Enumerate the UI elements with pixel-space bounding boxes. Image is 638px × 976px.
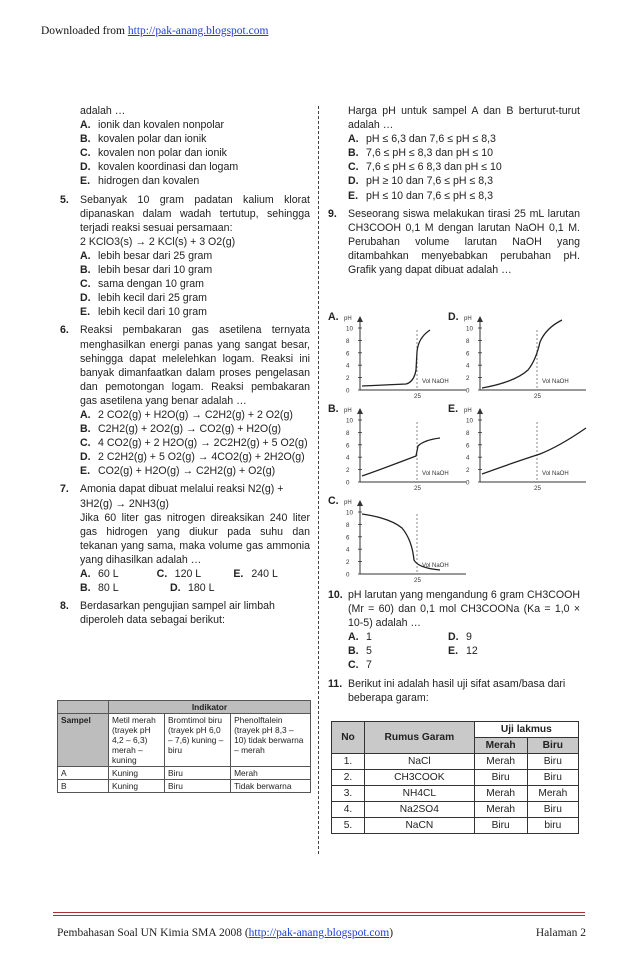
y-axis-arrow [357,316,363,322]
x-axis-label: Vol NaOH [422,471,449,477]
q7-option[interactable]: D. 180 L [170,582,215,595]
y-axis-label: pH [344,408,352,414]
page-number: Halaman 2 [535,927,586,939]
salt-test-table [331,721,579,834]
question-6: 6. Reaksi pembakaran gas asetilena ternyata menghasilkan energi panas yang sangat besar, sehingga dapat melelehkan logam. Reaksi ini banyak dimanfaatkan dalam proses pengelasan dan pemotongan logam. Reaksi pembakaran gas asetilena yang benar adalah … A. 2 CO2(g) + H2O(g) → C2H2(g) + 2 O2(g) B. C2H2(g) + 2O2(g) → CO2(g) + H2O(g) C. 4 CO2(g) + 2 H2O(g) → 2C2H2(g) + 5 O2(g) D. 2 C2H2(g) + 5 O2(g) → 4CO2(g) + 2H2O(g) E. CO2(g) + H2O(g) → C2H2(g) + O2(g) [60,324,310,478]
graph-option-label[interactable]: D. [448,311,459,323]
q7-option[interactable]: E. 240 L [233,568,278,580]
titration-graph [340,494,470,584]
x-tick-label: 25 [414,485,421,492]
q8-option[interactable]: B. 7,6 ≤ pH ≤ 8,3 dan pH ≤ 10 [348,147,493,160]
q8-option[interactable]: C. 7,6 ≤ pH ≤ 6 8,3 dan pH ≤ 10 [348,161,502,174]
q7-option[interactable]: C. 120 L [156,568,202,580]
q10-option[interactable]: A. 1 [348,631,372,644]
right-column [328,104,580,277]
y-tick-label: 4 [466,454,470,462]
q6-option[interactable]: A. 2 CO2(g) + H2O(g) → C2H2(g) + 2 O2(g) [80,408,293,421]
footer-left: Pembahasan Soal UN Kimia SMA 2008 (http://pak-anang.blogspot.com) [57,927,394,939]
y-tick-label: 4 [346,546,350,554]
table-header: Sampel [58,714,109,767]
y-axis-arrow [357,500,363,506]
q5-option[interactable]: B. lebih besar dari 10 gram [80,264,213,277]
q10-option[interactable]: E. 12 [448,645,478,658]
y-tick-label: 2 [466,375,470,383]
y-tick-label: 8 [346,337,350,345]
table-cell: Bromtimol biru (trayek pH 6,0 – 7,6) kuning – biru [165,714,231,767]
q10-option[interactable]: D. 9 [448,631,472,644]
table-header: Uji lakmus [474,722,578,738]
titration-graph [340,402,470,492]
question-9: 9. Seseorang siswa melakukan tirasi 25 mL larutan CH3COOH 0,1 M dengan larutan NaOH 0,1 M. Perubahan volume larutan NaOH yang ditambahkan menyebabkan perubahan pH. Grafik yang dapat dibuat adalah … [328,207,580,277]
question-11: 11. Berikut ini adalah hasil uji sifat asam/basa dari beberapa garam: [328,677,566,704]
footer-link[interactable]: http://pak-anang.blogspot.com [248,927,390,939]
question-10: 10. pH larutan yang mengandung 6 gram CH3COOH (Mr = 60) dan 0,1 mol CH3COONa (Ka = 1,0 × 10-5) adalah … A. 1 D. 9 B. 5 E. 12 C. 7 [328,589,580,672]
y-tick-label: 8 [466,429,470,437]
table-row: A Kuning Biru Merah [58,767,311,780]
table-cell: Phenolftalein (trayek pH 8,3 – 10) tidak berwarna – merah [231,714,311,767]
q8-option[interactable]: E. pH ≤ 10 dan 7,6 ≤ pH ≤ 8,3 [348,189,493,202]
table-header: Rumus Garam [365,722,475,754]
left-column [60,104,310,627]
q8-option[interactable]: A. pH ≤ 6,3 dan 7,6 ≤ pH ≤ 8,3 [348,133,496,146]
table-row: 1. NaCl Merah Biru [332,754,579,770]
y-tick-label: 0 [466,387,470,395]
y-tick-label: 6 [346,534,350,542]
header-link[interactable]: http://pak-anang.blogspot.com [127,25,269,37]
y-tick-label: 10 [346,509,353,517]
x-axis-label: Vol NaOH [422,379,449,385]
table-header: Merah [474,738,527,754]
q8-option[interactable]: D. pH ≥ 10 dan 7,6 ≤ pH ≤ 8,3 [348,175,493,188]
q7-option[interactable]: B. 80 L [80,582,119,595]
y-tick-label: 0 [346,571,350,579]
q10-option[interactable]: B. 5 [348,645,372,658]
page-header: Downloaded from http://pak-anang.blogspot.com [41,25,269,37]
y-axis-label: pH [464,316,472,322]
table-header [58,701,109,714]
x-tick-label: 25 [534,485,541,492]
table-row: 3. NH4CL Merah Merah [332,786,579,802]
y-tick-label: 6 [466,350,470,358]
table-row: B Kuning Biru Tidak berwarna [58,780,311,793]
footer-rule [53,915,585,916]
question-7: 7. Amonia dapat dibuat melalui reaksi N2(g) + 3H2(g) → 2NH3(g) Jika 60 liter gas nitrogen direaksikan 240 liter gas hidrogen yang diukur pada suhu dan tekanan yang sama, maka volume gas ammonia yang dihasilkan adalah … A. 60 L C. 120 L E. 240 L B. 80 L D. 180 L [60,483,310,595]
graph-option-label[interactable]: E. [448,403,459,415]
q6-option[interactable]: D. 2 C2H2(g) + 5 O2(g) → 4CO2(g) + 2H2O(g) [80,451,305,464]
y-tick-label: 4 [346,454,350,462]
y-tick-label: 2 [346,559,350,567]
q4-option[interactable]: E. hidrogen dan kovalen [80,175,200,188]
y-tick-label: 2 [346,467,350,475]
q6-option[interactable]: E. CO2(g) + H2O(g) → C2H2(g) + O2(g) [80,465,276,478]
y-tick-label: 2 [346,375,350,383]
y-tick-label: 4 [346,362,350,370]
graph-option-label[interactable]: B. [328,403,339,415]
table-row: 2. CH3COOK Biru Biru [332,770,579,786]
y-axis-label: pH [344,500,352,506]
q6-option[interactable]: B. C2H2(g) + 2O2(g) → CO2(g) + H2O(g) [80,423,282,436]
y-tick-label: 2 [466,467,470,475]
titration-graph [340,310,470,400]
table-header: Indikator [109,701,311,714]
y-axis-arrow [357,408,363,414]
titration-curve [482,428,586,474]
q5-option[interactable]: D. lebih kecil dari 25 gram [80,292,207,305]
y-tick-label: 0 [346,387,350,395]
question-4-tail: adalah … A. ionik dan kovalen nonpolar B. kovalen polar dan ionik C. kovalen non polar dan ionik D. kovalen koordinasi dan logam E. hidrogen dan kovalen [60,104,310,189]
y-tick-label: 0 [346,479,350,487]
x-axis-label: Vol NaOH [542,471,569,477]
indicator-table [57,700,311,793]
table-row: 5. NaCN Biru biru [332,818,579,834]
x-tick-label: 25 [534,393,541,400]
y-axis-label: pH [464,408,472,414]
y-tick-label: 10 [466,417,473,425]
titration-graph [460,402,590,492]
footer-rule [53,912,585,913]
titration-curve [362,514,440,570]
titration-curve [482,320,562,388]
question-8: 8. Berdasarkan pengujian sampel air limbah diperoleh data sebagai berikut: [60,600,275,627]
right-column-lower [328,588,580,705]
q4-option[interactable]: C. kovalen non polar dan ionik [80,147,227,160]
y-tick-label: 8 [346,521,350,529]
q4-option[interactable]: D. kovalen koordinasi dan logam [80,161,239,174]
q5-equation: 2 KClO3(s) → 2 KCl(s) + 3 O2(g) [80,235,236,248]
q4-option[interactable]: A. ionik dan kovalen nonpolar [80,119,225,132]
y-tick-label: 6 [346,350,350,358]
q6-option[interactable]: C. 4 CO2(g) + 2 H2O(g) → 2C2H2(g) + 5 O2(g) [80,437,308,450]
x-axis-label: Vol NaOH [542,379,569,385]
y-tick-label: 4 [466,362,470,370]
titration-graph [460,310,590,400]
q7-option[interactable]: A. 60 L [80,568,119,580]
question-5: 5. Sebanyak 10 gram padatan kalium klorat dipanaskan dalam wadah tertutup, sehingga terjadi reaksi sesuai persamaan: 2 KClO3(s) → 2 KCl(s) + 3 O2(g) A. lebih besar dari 25 gram B. lebih besar dari 10 gram C. sama dengan 10 gram D. lebih kecil dari 25 gram E. lebih kecil dari 10 gram [60,193,310,319]
table-cell: Metil merah (trayek pH 4,2 – 6,3) merah – kuning [109,714,165,767]
titration-curve [362,330,430,386]
question-8-continued: Harga pH untuk sampel A dan B berturut-turut adalah … A. pH ≤ 6,3 dan 7,6 ≤ pH ≤ 8,3 B. 7,6 ≤ pH ≤ 8,3 dan pH ≤ 10 C. 7,6 ≤ pH ≤ 6 8,3 dan pH ≤ 10 D. pH ≥ 10 dan 7,6 ≤ pH ≤ 8,3 E. pH ≤ 10 dan 7,6 ≤ pH ≤ 8,3 [348,105,580,202]
y-tick-label: 10 [346,417,353,425]
y-axis-label: pH [344,316,352,322]
table-header: No [332,722,365,754]
x-tick-label: 25 [414,577,421,584]
y-tick-label: 10 [466,325,473,333]
y-tick-label: 6 [346,442,350,450]
y-tick-label: 8 [466,337,470,345]
q4-option[interactable]: B. kovalen polar dan ionik [80,133,207,146]
graph-option-label[interactable]: C. [328,495,339,507]
q5-option[interactable]: E. lebih kecil dari 10 gram [80,306,207,319]
x-axis-label: Vol NaOH [422,563,449,569]
q5-option[interactable]: C. sama dengan 10 gram [80,278,205,291]
table-header: Biru [527,738,578,754]
y-tick-label: 10 [346,325,353,333]
graph-option-label[interactable]: A. [328,311,339,323]
y-axis-arrow [477,408,483,414]
y-tick-label: 8 [346,429,350,437]
column-divider [318,106,319,854]
y-tick-label: 0 [466,479,470,487]
table-row: 4. Na2SO4 Merah Biru [332,802,579,818]
q5-option[interactable]: A. lebih besar dari 25 gram [80,249,213,262]
y-tick-label: 6 [466,442,470,450]
q10-option[interactable]: C. 7 [348,659,372,672]
x-tick-label: 25 [414,393,421,400]
y-axis-arrow [477,316,483,322]
